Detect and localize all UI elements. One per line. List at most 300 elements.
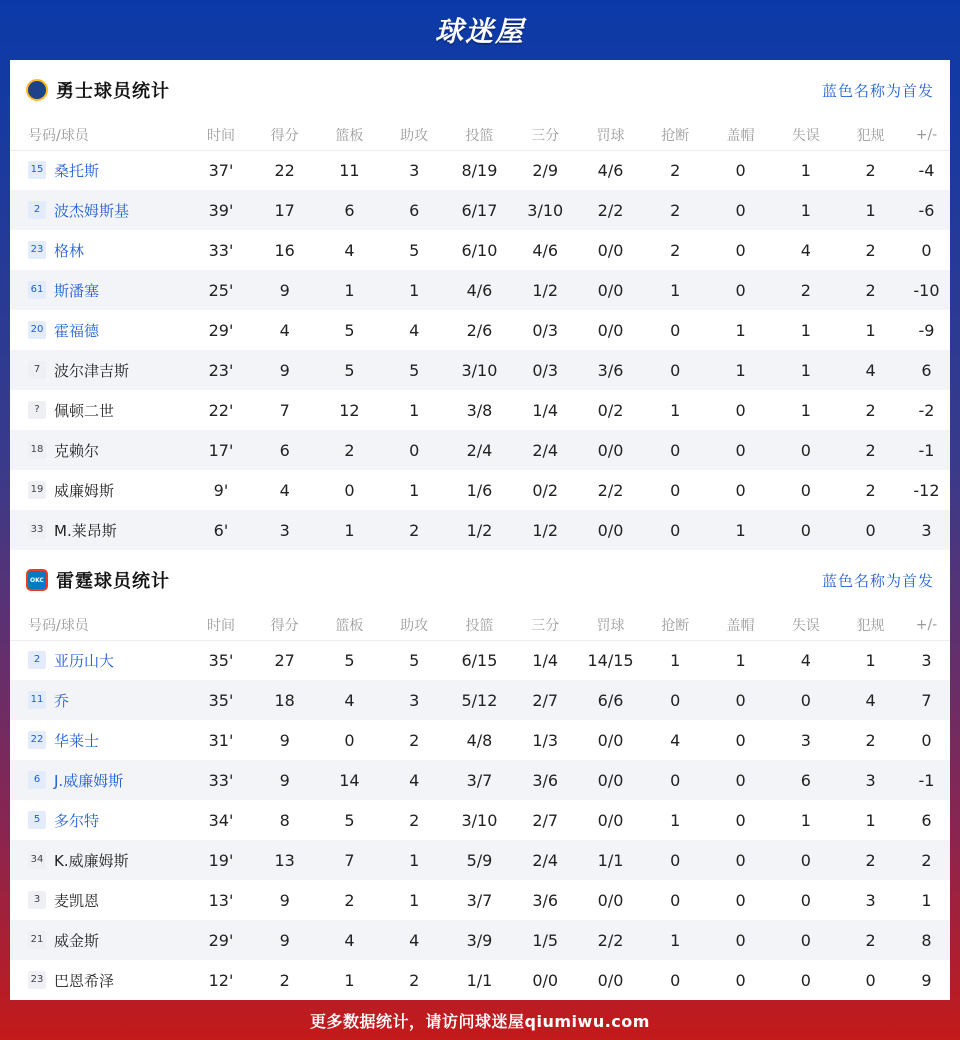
jersey-number-badge: ? xyxy=(28,401,46,419)
stat-cell: 0 xyxy=(643,430,708,470)
table-row[interactable] xyxy=(10,800,950,840)
player-name[interactable]: 霍福德 xyxy=(54,321,100,340)
stat-cell: 2 xyxy=(409,970,420,990)
stat-cell: 19' xyxy=(190,840,253,880)
column-header: 时间 xyxy=(190,120,253,150)
player-name[interactable]: 巴恩希泽 xyxy=(54,971,115,990)
stat-cell: 0 xyxy=(708,680,774,720)
stat-cell: 0/0 xyxy=(597,970,624,990)
stat-cell: 9 xyxy=(252,350,317,390)
stat-cell: 0 xyxy=(773,510,838,550)
stat-cell: 1 xyxy=(382,270,447,310)
stat-cell: 17' xyxy=(190,430,253,470)
jersey-number-badge: 15 xyxy=(28,161,46,179)
stat-cell: 6/6 xyxy=(578,680,643,720)
player-name[interactable]: 佩顿二世 xyxy=(54,401,115,420)
stat-cell: 0/0 xyxy=(578,430,643,470)
stat-cell: 4/8 xyxy=(466,730,493,750)
stat-cell: 29' xyxy=(190,920,253,960)
stat-cell: 3/7 xyxy=(466,890,493,910)
table-row[interactable] xyxy=(10,640,950,680)
stat-cell: -2 xyxy=(918,400,935,420)
stat-cell: 9 xyxy=(279,890,290,910)
table-row[interactable] xyxy=(10,720,950,760)
table-header-row xyxy=(10,610,950,640)
stat-cell: 1 xyxy=(409,480,420,500)
stat-cell: 4 xyxy=(800,240,811,260)
player-name[interactable]: 格林 xyxy=(54,241,85,260)
stat-cell: 5 xyxy=(409,240,420,260)
column-header: 篮板 xyxy=(317,120,382,150)
stat-cell: 0 xyxy=(670,480,681,500)
column-header: 抢断 xyxy=(643,120,708,150)
table-row[interactable] xyxy=(10,680,950,720)
stat-cell: 1 xyxy=(670,400,681,420)
column-header: +/- xyxy=(903,120,950,150)
team-title: 勇士球员统计 xyxy=(56,81,170,102)
player-name[interactable]: 斯潘塞 xyxy=(54,281,100,300)
stat-cell: 1 xyxy=(773,190,838,230)
stat-cell: 1/6 xyxy=(466,480,493,500)
stat-cell: 0 xyxy=(735,890,746,910)
stat-cell: 4 xyxy=(382,760,447,800)
stat-cell: 13' xyxy=(208,890,234,910)
player-cell xyxy=(10,680,190,720)
jersey-number-badge: 22 xyxy=(28,731,46,749)
table-row[interactable] xyxy=(10,760,950,800)
starter-legend-note: 蓝色名称为首发 xyxy=(821,81,934,100)
stat-cell: 2 xyxy=(344,890,355,910)
stat-cell: 16 xyxy=(274,240,295,260)
stat-cell: 0 xyxy=(735,810,746,830)
stats-panel xyxy=(10,60,950,1000)
stat-cell: 8 xyxy=(903,920,950,960)
stat-cell: 2 xyxy=(279,970,290,990)
stat-cell: 34' xyxy=(208,810,234,830)
stat-cell: 0 xyxy=(773,680,838,720)
teams-container xyxy=(10,60,950,1000)
stat-cell: 0/2 xyxy=(532,480,559,500)
stat-cell: 0 xyxy=(800,970,811,990)
player-name[interactable]: 波尔津吉斯 xyxy=(54,361,130,380)
player-name[interactable]: 克赖尔 xyxy=(54,441,100,460)
stat-cell: 2 xyxy=(317,430,382,470)
stat-cell: 39' xyxy=(190,190,253,230)
table-row[interactable] xyxy=(10,150,950,190)
stat-cell: 1/4 xyxy=(532,650,559,670)
player-name[interactable]: M.莱昂斯 xyxy=(54,521,117,540)
table-row[interactable] xyxy=(10,840,950,880)
stat-cell: 22 xyxy=(274,160,295,180)
stat-cell: 1 xyxy=(344,970,355,990)
stat-cell: 1 xyxy=(800,400,811,420)
stat-cell: 3 xyxy=(382,680,447,720)
stat-cell: 0/0 xyxy=(597,240,624,260)
stat-cell: 2 xyxy=(838,430,903,470)
stat-cell: 13 xyxy=(252,840,317,880)
stat-cell: 27 xyxy=(274,650,295,670)
stat-cell: -4 xyxy=(918,160,935,180)
player-cell xyxy=(10,640,190,680)
stat-cell: 1 xyxy=(838,190,903,230)
player-cell xyxy=(10,960,190,1000)
stat-cell: 1 xyxy=(643,920,708,960)
stat-cell: 0 xyxy=(773,840,838,880)
table-row[interactable] xyxy=(10,350,950,390)
stat-cell: 1 xyxy=(800,320,811,340)
stat-cell: 3/6 xyxy=(532,890,559,910)
jersey-number-badge: 23 xyxy=(28,241,46,259)
stat-cell: 0/0 xyxy=(578,510,643,550)
stat-cell: 9 xyxy=(921,970,932,990)
player-name[interactable]: 华莱士 xyxy=(54,731,100,750)
stat-cell: 0 xyxy=(643,510,708,550)
column-header: 盖帽 xyxy=(708,120,774,150)
player-name[interactable]: 威金斯 xyxy=(54,931,100,950)
stat-cell: 0 xyxy=(708,430,774,470)
stat-cell: 37' xyxy=(208,160,234,180)
top-brand-bar xyxy=(0,0,960,60)
jersey-number-badge: 33 xyxy=(28,521,46,539)
stat-cell: 3 xyxy=(865,890,876,910)
stat-cell: 3/8 xyxy=(466,400,493,420)
stat-cell: 1/2 xyxy=(512,510,578,550)
stat-cell: -1 xyxy=(903,760,950,800)
stat-cell: 5 xyxy=(409,650,420,670)
stat-cell: 0 xyxy=(670,320,681,340)
stat-cell: 0 xyxy=(921,730,932,750)
column-header: 时间 xyxy=(190,610,253,640)
stat-cell: 1/2 xyxy=(512,270,578,310)
jersey-number-badge: 2 xyxy=(28,201,46,219)
stat-cell: 1 xyxy=(800,160,811,180)
stat-cell: 2 xyxy=(409,730,420,750)
stat-cell: 29' xyxy=(208,320,234,340)
stat-cell: 9 xyxy=(252,760,317,800)
player-cell xyxy=(10,150,190,190)
column-header: 得分 xyxy=(252,120,317,150)
stat-cell: 4 xyxy=(838,680,903,720)
stat-cell: 2/9 xyxy=(532,160,559,180)
stat-cell: 8 xyxy=(279,810,290,830)
column-header: 犯规 xyxy=(838,120,903,150)
column-header: 助攻 xyxy=(382,120,447,150)
column-header: 三分 xyxy=(512,610,578,640)
player-cell xyxy=(10,190,190,230)
column-header: 得分 xyxy=(252,610,317,640)
stat-cell: 0/2 xyxy=(597,400,624,420)
stat-cell: 0/0 xyxy=(597,730,624,750)
stat-cell: 4 xyxy=(800,650,811,670)
stat-cell: 2 xyxy=(865,480,876,500)
stat-cell: 0/0 xyxy=(578,270,643,310)
team-title-group xyxy=(26,77,170,103)
stat-cell: 3/6 xyxy=(578,350,643,390)
stat-cell: 4 xyxy=(279,320,290,340)
column-header: 号码/球员 xyxy=(10,120,190,150)
jersey-number-badge: 3 xyxy=(28,891,46,909)
stat-cell: 18 xyxy=(252,680,317,720)
table-row[interactable] xyxy=(10,230,950,270)
stat-cell: 6/15 xyxy=(461,650,498,670)
stat-cell: 12 xyxy=(339,400,360,420)
player-cell xyxy=(10,510,190,550)
stat-cell: 6' xyxy=(190,510,253,550)
starter-legend-note: 蓝色名称为首发 xyxy=(821,571,934,590)
stat-cell: 4/6 xyxy=(597,160,624,180)
stat-cell: 2/2 xyxy=(597,480,624,500)
column-header: 失误 xyxy=(773,610,838,640)
stat-cell: 0 xyxy=(800,890,811,910)
stat-cell: 5 xyxy=(382,350,447,390)
table-row[interactable] xyxy=(10,510,950,550)
stat-cell: 7 xyxy=(903,680,950,720)
stat-cell: 3/6 xyxy=(512,760,578,800)
stat-cell: 2/7 xyxy=(532,810,559,830)
stat-cell: 23' xyxy=(190,350,253,390)
stat-cell: 1/4 xyxy=(532,400,559,420)
stat-cell: 2 xyxy=(643,190,708,230)
stat-cell: 3 xyxy=(252,510,317,550)
okc-logo-icon: OKC xyxy=(26,569,48,591)
stat-cell: 4 xyxy=(317,680,382,720)
stat-cell: 0 xyxy=(708,760,774,800)
stat-cell: 1 xyxy=(317,510,382,550)
stat-cell: 4/6 xyxy=(447,270,513,310)
stat-cell: 0/0 xyxy=(597,890,624,910)
stat-cell: 1 xyxy=(773,350,838,390)
stat-cell: 0/0 xyxy=(532,970,559,990)
stat-cell: 3 xyxy=(409,160,420,180)
stat-cell: 5 xyxy=(317,350,382,390)
player-cell xyxy=(10,390,190,430)
column-header: 罚球 xyxy=(578,120,643,150)
footer-bar[interactable] xyxy=(0,1000,960,1040)
stat-cell: 2 xyxy=(670,240,681,260)
stat-cell: 1 xyxy=(865,650,876,670)
stat-cell: 6 xyxy=(252,430,317,470)
stat-cell: -6 xyxy=(903,190,950,230)
stat-cell: 2 xyxy=(382,510,447,550)
stat-cell: 25' xyxy=(190,270,253,310)
stat-cell: 0 xyxy=(735,970,746,990)
stat-cell: 1 xyxy=(921,890,932,910)
jersey-number-badge: 19 xyxy=(28,481,46,499)
player-cell xyxy=(10,470,190,510)
stat-cell: 5/9 xyxy=(447,840,513,880)
stat-cell: 2 xyxy=(865,240,876,260)
table-row[interactable] xyxy=(10,390,950,430)
jersey-number-badge: 20 xyxy=(28,321,46,339)
stat-cell: 2/4 xyxy=(447,430,513,470)
player-name[interactable]: 桑托斯 xyxy=(54,161,100,180)
player-name[interactable]: J.威廉姆斯 xyxy=(54,771,124,790)
brand-logo: 球迷屋 xyxy=(434,15,525,48)
stat-cell: 9' xyxy=(213,480,229,500)
stat-cell: 1 xyxy=(708,350,774,390)
stat-cell: 3 xyxy=(921,650,932,670)
stat-cell: 1 xyxy=(708,510,774,550)
stat-cell: 1 xyxy=(409,400,420,420)
stat-cell: 17 xyxy=(252,190,317,230)
stat-cell: 2 xyxy=(865,730,876,750)
stat-cell: 4 xyxy=(670,730,681,750)
column-header: 抢断 xyxy=(643,610,708,640)
team-header xyxy=(10,60,950,120)
table-row[interactable] xyxy=(10,960,950,1000)
stat-cell: 2 xyxy=(838,840,903,880)
stat-cell: 0 xyxy=(382,430,447,470)
stat-cell: -12 xyxy=(913,480,940,500)
stat-cell: 3/9 xyxy=(447,920,513,960)
stat-cell: 2/4 xyxy=(512,840,578,880)
footer-link-text[interactable]: 更多数据统计，请访问球迷屋qiumiwu.com xyxy=(310,1011,650,1031)
stat-cell: 1/5 xyxy=(512,920,578,960)
player-name[interactable]: 波杰姆斯基 xyxy=(54,201,130,220)
stat-cell: 4 xyxy=(344,240,355,260)
stat-cell: 0/0 xyxy=(578,760,643,800)
team-title: 雷霆球员统计 xyxy=(56,571,170,592)
table-row[interactable] xyxy=(10,190,950,230)
team-header xyxy=(10,550,950,610)
stat-cell: 2 xyxy=(865,160,876,180)
stat-cell: 2/4 xyxy=(512,430,578,470)
stat-cell: 0 xyxy=(344,730,355,750)
stat-cell: 3 xyxy=(800,730,811,750)
stat-cell: 6/10 xyxy=(461,240,498,260)
stat-cell: 0 xyxy=(708,920,774,960)
stat-cell: 5 xyxy=(344,810,355,830)
table-row[interactable] xyxy=(10,920,950,960)
stat-cell: 2 xyxy=(670,160,681,180)
stat-cell: 33' xyxy=(190,760,253,800)
stat-cell: 0 xyxy=(708,270,774,310)
stat-cell: 2/7 xyxy=(512,680,578,720)
jersey-number-badge: 11 xyxy=(28,691,46,709)
stat-cell: 5/12 xyxy=(447,680,513,720)
stat-cell: 9 xyxy=(252,920,317,960)
stat-cell: 22' xyxy=(208,400,234,420)
stat-cell: 0 xyxy=(735,240,746,260)
stat-cell: 2 xyxy=(773,270,838,310)
stat-cell: 5 xyxy=(344,320,355,340)
player-cell xyxy=(10,760,190,800)
stat-cell: 0 xyxy=(735,400,746,420)
stat-cell: 3/7 xyxy=(447,760,513,800)
stat-cell: 0 xyxy=(865,970,876,990)
jersey-number-badge: 5 xyxy=(28,811,46,829)
table-row[interactable] xyxy=(10,880,950,920)
player-cell xyxy=(10,430,190,470)
stat-cell: 1 xyxy=(865,810,876,830)
stat-cell: 1/1 xyxy=(466,970,493,990)
stat-cell: 2/6 xyxy=(466,320,493,340)
stat-cell: 6 xyxy=(773,760,838,800)
stat-cell: 35' xyxy=(208,650,234,670)
stat-cell: 0 xyxy=(643,350,708,390)
stat-cell: 0 xyxy=(708,840,774,880)
stat-cell: 6 xyxy=(382,190,447,230)
player-name[interactable]: 威廉姆斯 xyxy=(54,481,115,500)
stat-cell: 1 xyxy=(409,890,420,910)
stat-cell: 2 xyxy=(838,270,903,310)
table-row[interactable] xyxy=(10,470,950,510)
player-cell xyxy=(10,270,190,310)
stat-cell: 14/15 xyxy=(587,650,634,670)
stat-cell: 1 xyxy=(317,270,382,310)
stat-cell: 0 xyxy=(921,240,932,260)
jersey-number-badge: 18 xyxy=(28,441,46,459)
jersey-number-badge: 23 xyxy=(28,971,46,989)
gsw-logo-icon xyxy=(26,79,48,101)
stat-cell: 31' xyxy=(208,730,234,750)
stat-cell: 1/1 xyxy=(578,840,643,880)
player-name[interactable]: 多尔特 xyxy=(54,811,100,830)
stat-cell: 5 xyxy=(344,650,355,670)
player-cell xyxy=(10,230,190,270)
stat-cell: 11 xyxy=(339,160,360,180)
player-cell xyxy=(10,920,190,960)
stat-cell: 3/10 xyxy=(447,350,513,390)
player-cell xyxy=(10,720,190,760)
team-title-group xyxy=(26,567,170,593)
column-header: 投篮 xyxy=(447,120,513,150)
player-name[interactable]: 麦凯恩 xyxy=(54,891,100,910)
jersey-number-badge: 34 xyxy=(28,851,46,869)
stat-cell: 0/0 xyxy=(597,810,624,830)
team-section-1 xyxy=(10,550,950,1000)
player-name[interactable]: 乔 xyxy=(54,691,70,710)
stat-cell: 0 xyxy=(643,760,708,800)
stat-cell: 0 xyxy=(838,510,903,550)
table-header-row xyxy=(10,120,950,150)
stat-cell: 0 xyxy=(735,730,746,750)
player-name[interactable]: 亚历山大 xyxy=(54,651,115,670)
stat-cell: 0 xyxy=(708,190,774,230)
stat-cell: 2/2 xyxy=(578,190,643,230)
stat-cell: 1 xyxy=(670,810,681,830)
stat-cell: 2 xyxy=(865,400,876,420)
stat-cell: 35' xyxy=(190,680,253,720)
stat-cell: 2/2 xyxy=(578,920,643,960)
player-stats-table xyxy=(10,120,950,550)
stat-cell: 1 xyxy=(382,840,447,880)
stat-cell: 1 xyxy=(735,320,746,340)
stat-cell: 0 xyxy=(344,480,355,500)
stat-cell: 3 xyxy=(838,760,903,800)
stat-cell: 1 xyxy=(643,270,708,310)
stat-cell: 0 xyxy=(670,890,681,910)
stat-cell: 6/17 xyxy=(447,190,513,230)
stat-cell: -10 xyxy=(903,270,950,310)
stat-cell: 4 xyxy=(317,920,382,960)
stat-cell: 0 xyxy=(800,480,811,500)
stat-cell: 14 xyxy=(317,760,382,800)
stat-cell: -9 xyxy=(918,320,935,340)
table-row[interactable] xyxy=(10,270,950,310)
stat-cell: 3 xyxy=(903,510,950,550)
table-row[interactable] xyxy=(10,310,950,350)
player-name[interactable]: K.威廉姆斯 xyxy=(54,851,129,870)
stat-cell: 0 xyxy=(773,920,838,960)
stat-cell: 0 xyxy=(735,160,746,180)
column-header: 投篮 xyxy=(447,610,513,640)
player-stats-table xyxy=(10,610,950,1000)
column-header: +/- xyxy=(903,610,950,640)
stat-cell: 0 xyxy=(670,970,681,990)
stat-cell: 8/19 xyxy=(461,160,498,180)
table-row[interactable] xyxy=(10,430,950,470)
